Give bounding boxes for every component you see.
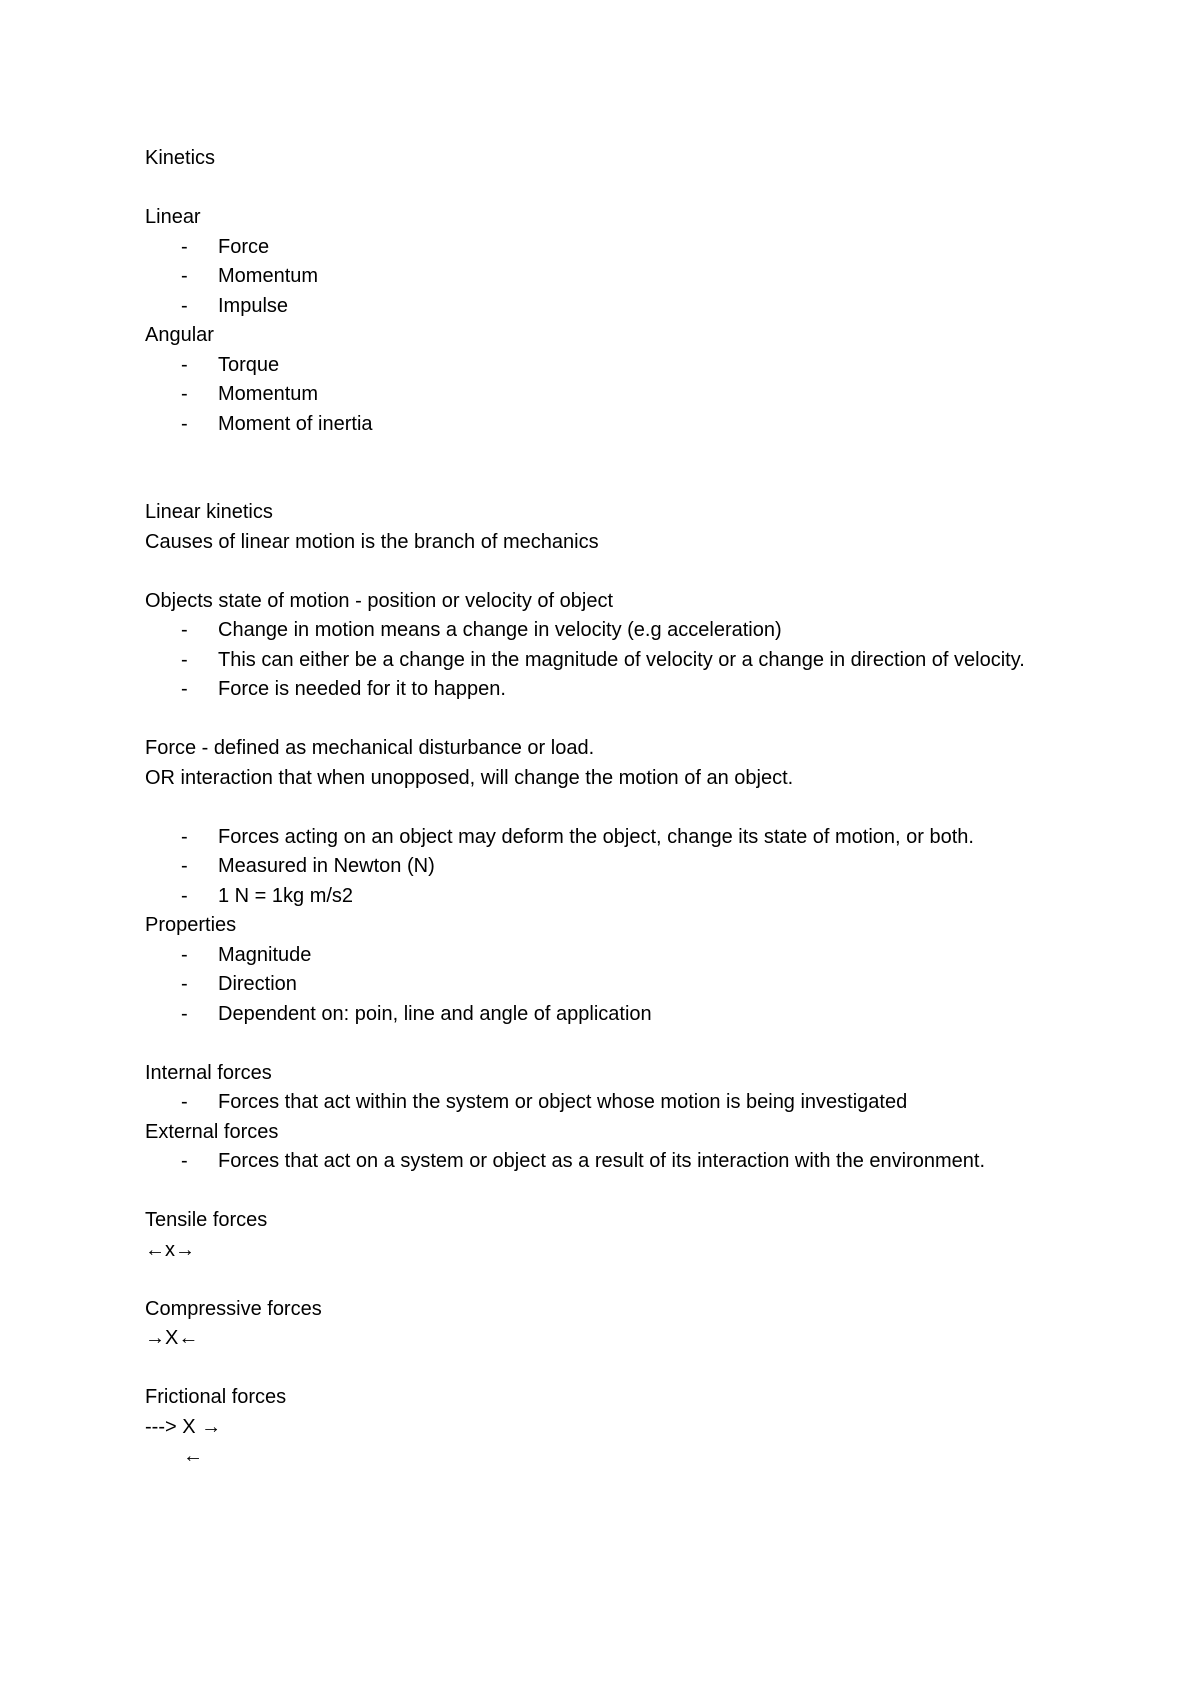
list-item: - This can either be a change in the magnitude of velocity or a change in direction of velocity. <box>145 646 1060 676</box>
dash-bullet: - <box>181 1150 188 1172</box>
dash-bullet: - <box>181 825 188 848</box>
spacer <box>145 1354 1060 1384</box>
internal-forces-heading: Internal forces <box>145 1061 272 1084</box>
compressive-forces-heading: Compressive forces <box>145 1297 322 1320</box>
spacer <box>145 793 1060 823</box>
tensile-forces-symbol: ←x→ <box>145 1238 195 1261</box>
list-item: - Momentum <box>145 262 1060 292</box>
list-item: - Forces acting on an object may deform the object, change its state of motion, or both. <box>145 823 1060 853</box>
list-item: - Change in motion means a change in velocity (e.g acceleration) <box>145 616 1060 646</box>
state-of-motion-list <box>145 616 1060 705</box>
list-item: - Measured in Newton (N) <box>145 852 1060 882</box>
angular-list <box>145 351 1060 440</box>
list-item: - Impulse <box>145 292 1060 322</box>
spacer <box>145 1265 1060 1295</box>
spacer <box>145 1029 1060 1059</box>
dash-bullet: - <box>181 265 188 287</box>
state-of-motion-heading: Objects state of motion - position or velocity of object <box>145 589 613 612</box>
list-item: - Forces that act on a system or object as a result of its interaction with the environment. <box>145 1147 1060 1177</box>
dash-bullet: - <box>181 648 188 671</box>
list-item: - Magnitude <box>145 941 1060 971</box>
linear-kinetics-heading: Linear kinetics <box>145 501 273 523</box>
dash-bullet: - <box>181 855 188 877</box>
document-title: Kinetics <box>145 147 216 169</box>
dash-bullet: - <box>181 884 188 907</box>
list-item: - Torque <box>145 351 1060 381</box>
list-item: - 1 N = 1kg m/s2 <box>145 882 1060 912</box>
dash-bullet: - <box>181 294 188 317</box>
dash-bullet: - <box>181 412 188 435</box>
properties-heading: Properties <box>145 914 237 936</box>
linear-heading: Linear <box>145 206 201 228</box>
frictional-forces-symbol-2: ← <box>183 1445 203 1467</box>
linear-list <box>145 233 1060 322</box>
list-item: - Momentum <box>145 380 1060 410</box>
frictional-forces-heading: Frictional forces <box>145 1386 287 1408</box>
force-definition-alt: OR interaction that when unopposed, will change the motion of an object. <box>145 766 794 789</box>
dash-bullet: - <box>181 973 188 995</box>
dash-bullet: - <box>181 619 188 641</box>
spacer <box>145 174 1060 204</box>
list-item: - Forces that act within the system or object whose motion is being investigated <box>145 1088 1060 1118</box>
dash-bullet: - <box>181 383 188 405</box>
internal-forces-list <box>145 1088 1060 1118</box>
dash-bullet: - <box>181 353 188 376</box>
spacer <box>145 1177 1060 1207</box>
spacer <box>145 439 1060 498</box>
external-forces-heading: External forces <box>145 1120 279 1143</box>
dash-bullet: - <box>181 1091 188 1113</box>
properties-list <box>145 941 1060 1030</box>
frictional-forces-symbol: ---> X → <box>145 1415 222 1438</box>
dash-bullet: - <box>181 943 188 966</box>
spacer <box>145 557 1060 587</box>
tensile-forces-heading: Tensile forces <box>145 1209 268 1231</box>
list-item: - Force is needed for it to happen. <box>145 675 1060 705</box>
list-item: - Direction <box>145 970 1060 1000</box>
dash-bullet: - <box>181 678 188 700</box>
external-forces-list <box>145 1147 1060 1177</box>
dash-bullet: - <box>181 1002 188 1025</box>
force-list <box>145 823 1060 912</box>
spacer <box>145 705 1060 735</box>
angular-heading: Angular <box>145 324 214 346</box>
compressive-forces-symbol: →X← <box>145 1327 199 1349</box>
list-item: - Moment of inertia <box>145 410 1060 440</box>
list-item: - Dependent on: poin, line and angle of application <box>145 1000 1060 1030</box>
dash-bullet: - <box>181 235 188 258</box>
force-definition: Force - defined as mechanical disturbance or load. <box>145 737 595 759</box>
list-item: - Force <box>145 233 1060 263</box>
linear-kinetics-definition: Causes of linear motion is the branch of mechanics <box>145 530 599 553</box>
